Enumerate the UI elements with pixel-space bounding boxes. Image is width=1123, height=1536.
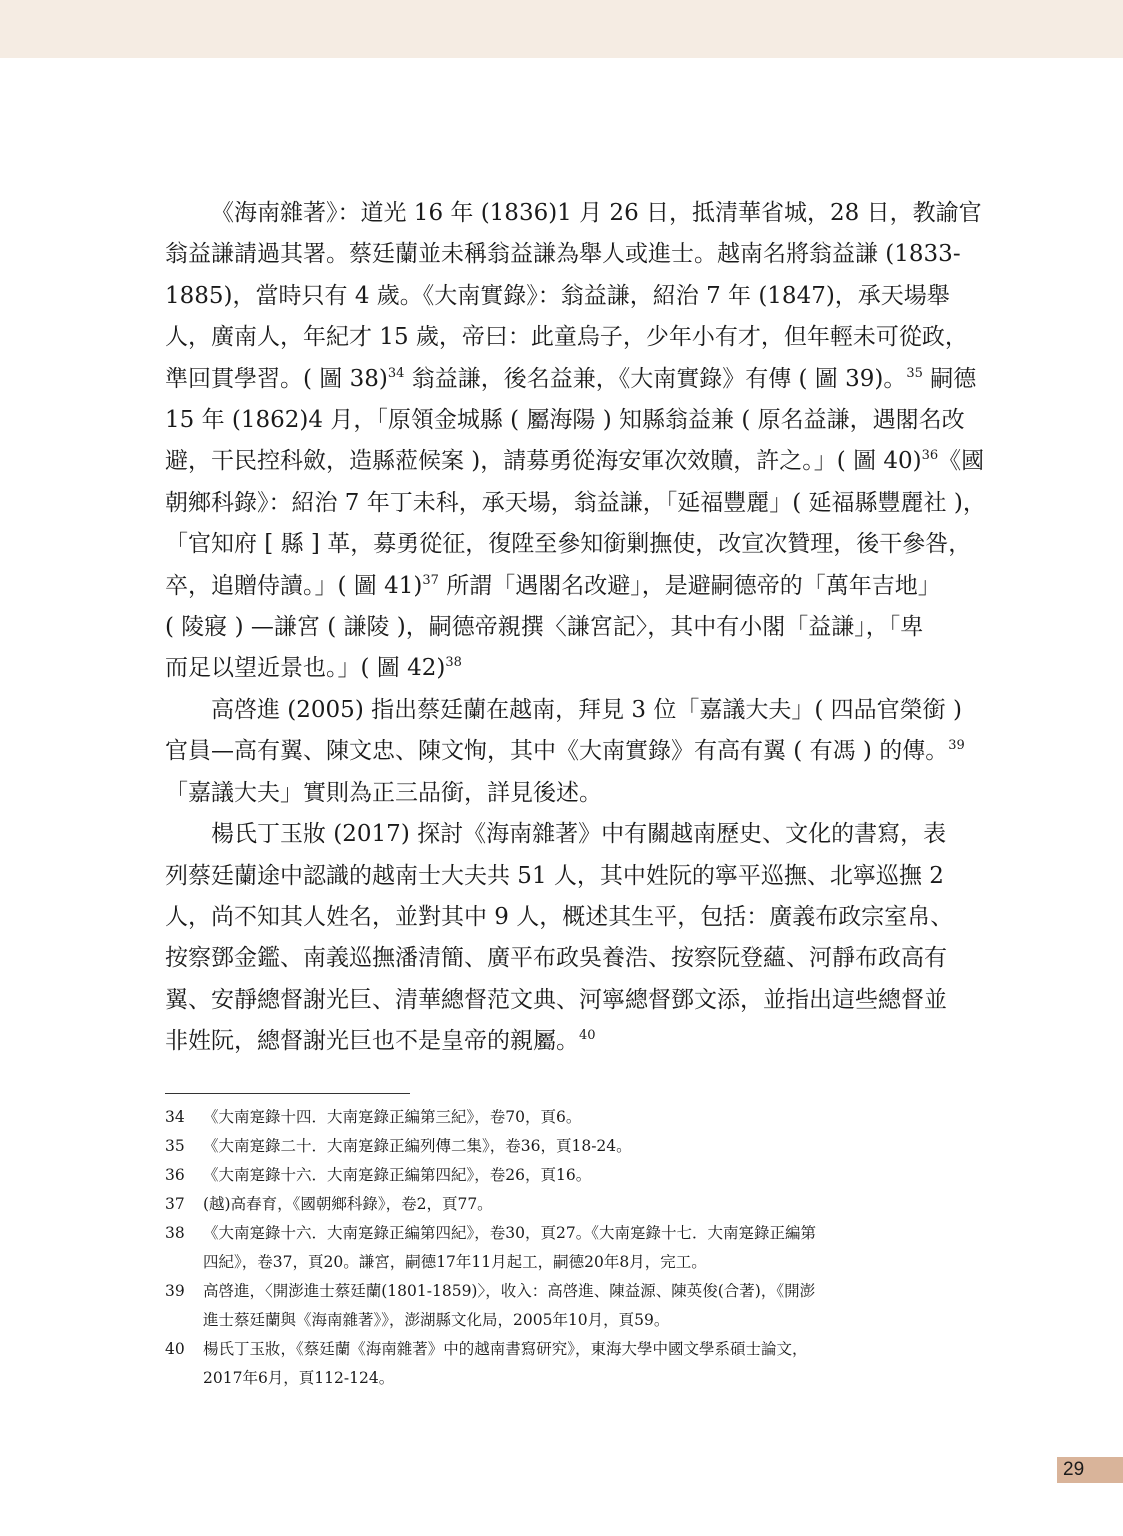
line-text: 而足以望近景也。」( 圖 42) [165, 655, 446, 682]
text-line [165, 566, 960, 607]
text-line [165, 400, 965, 441]
footnote-number: 36 [165, 1166, 185, 1184]
text-line [165, 524, 972, 565]
line-text: 避，干民控科斂，造縣蒞候案 )，請募勇從海安軍次效贖，許之。」( 圖 40) [165, 448, 922, 475]
footnote-number: 34 [165, 1108, 185, 1126]
footnote-ref[interactable]: 36 [921, 448, 939, 464]
line-text: 「嘉議大夫」實則為正三品銜，詳見後述。 [165, 779, 602, 806]
footnote-text: 楊氏丁玉妝，《蔡廷蘭《海南雜著》中的越南書寫研究》，東海大學中國文學系碩士論文， [203, 1340, 808, 1358]
paragraph [165, 814, 960, 1062]
text-line [165, 773, 960, 814]
text-line [165, 731, 965, 772]
footnote-38 [165, 1219, 965, 1277]
footnote-40 [165, 1335, 965, 1393]
line-text: 嗣德 [922, 365, 977, 392]
page-number: 29 [1063, 1459, 1085, 1480]
line-text: 翼、安靜總督謝光巨、清華總督范文典、河寧總督鄧文添，並指出這些總督並 [165, 986, 947, 1013]
text-line [165, 897, 960, 938]
footnote-ref[interactable]: 35 [906, 365, 923, 381]
line-text: 高啓進 (2005) 指出蔡廷蘭在越南，拜見 3 位「嘉議大夫」( 四品官榮銜 ) [211, 696, 962, 723]
footnote-ref[interactable]: 40 [579, 1028, 596, 1044]
footnote-text: 《大南寔錄十六．大南寔錄正編第四紀》，卷26，頁16。 [203, 1166, 592, 1184]
line-text: 朝鄉科錄》：紹治 7 年丁未科，承天場，翁益謙，「延福豐麗」( 延福縣豐麗社 )， [165, 489, 986, 516]
text-line [165, 276, 960, 317]
text-line [165, 648, 960, 689]
footnote-number: 35 [165, 1137, 185, 1155]
line-text: 按察鄧金鑑、南義巡撫潘清簡、廣平布政吳養浩、按察阮登蘊、河靜布政高有 [165, 945, 947, 972]
text-line [165, 234, 960, 275]
text-line [165, 441, 985, 482]
footnote-text: (越)高春育，《國朝鄉科錄》，卷2，頁77。 [203, 1195, 493, 1213]
footnote-ref[interactable]: 39 [948, 738, 965, 754]
line-text: 「官知府 [ 縣 ] 革，募勇從征，復陞至參知銜剿撫使，改宣次贊理，後干參咎， [165, 531, 972, 558]
line-text: 非姓阮，總督謝光巨也不是皇帝的親屬。 [165, 1028, 579, 1055]
footnote-text: 《大南寔錄十六．大南寔錄正編第四紀》，卷30，頁27。《大南寔錄十七．大南寔錄正編第 [203, 1224, 816, 1242]
text-line [165, 856, 960, 897]
footnote-37 [165, 1190, 965, 1219]
line-text: 《海南雜著》：道光 16 年 (1836)1 月 26 日，抵清華省城，28 日，教諭官 [211, 200, 982, 226]
paragraph [165, 690, 965, 814]
footnote-ref[interactable]: 37 [422, 572, 439, 588]
footnote-text: 2017年6月，頁112-124。 [203, 1369, 395, 1387]
footnote-number: 40 [165, 1340, 185, 1358]
line-text: 翁益謙請過其署。蔡廷蘭並未稱翁益謙為舉人或進士。越南名將翁益謙 (1833- [165, 241, 961, 268]
text-line [165, 607, 960, 648]
line-text: 卒，追贈侍讀。」( 圖 41) [165, 572, 423, 599]
line-text: ( 陵寢 ) —謙宮 ( 謙陵 )，嗣德帝親撰〈謙宮記〉，其中有小閣「益謙」，「卑 [165, 614, 924, 641]
footnote-number: 37 [165, 1195, 185, 1213]
footnote-number: 39 [165, 1282, 185, 1300]
paragraph [165, 193, 986, 690]
line-text: 人，尚不知其人姓名，並對其中 9 人，概述其生平，包括：廣義布政宗室帛、 [165, 903, 954, 930]
footnote-34 [165, 1103, 965, 1132]
footnote-text: 進士蔡廷蘭與《海南雜著》》，澎湖縣文化局，2005年10月，頁59。 [203, 1311, 670, 1329]
footnote-39 [165, 1277, 965, 1335]
footnote-ref[interactable]: 34 [387, 365, 405, 381]
footnote-text: 《大南寔錄二十．大南寔錄正編列傳二集》，卷36，頁18-24。 [203, 1137, 632, 1155]
footnote-text: 高啓進，〈開澎進士蔡廷蘭(1801-1859)〉，收入：高啓進、陳益源、陳英俊(合著)，《開澎 [203, 1282, 816, 1300]
footnote-ref[interactable]: 38 [445, 655, 462, 671]
line-text: 《國 [938, 448, 985, 475]
line-text: 所謂「遇閣名改避」，是避嗣德帝的「萬年吉地」 [438, 572, 941, 599]
footnote-36 [165, 1161, 965, 1190]
footnote-separator [165, 1093, 410, 1094]
footnote-text: 《大南寔錄十四．大南寔錄正編第三紀》，卷70，頁6。 [203, 1108, 582, 1126]
text-line [165, 483, 986, 524]
footnote-text: 四紀》，卷37，頁20。謙宮，嗣德17年11月起工，嗣德20年8月，完工。 [203, 1253, 707, 1271]
text-line [165, 1021, 960, 1062]
line-text: 楊氏丁玉妝 (2017) 探討《海南雜著》中有關越南歷史、文化的書寫，表 [211, 821, 947, 848]
top-header-band [0, 0, 1123, 58]
text-line [165, 193, 982, 234]
line-text: 準回貫學習。( 圖 38) [165, 365, 388, 392]
line-text: 官員—高有翼、陳文忠、陳文恂，其中《大南實錄》有高有翼 ( 有馮 ) 的傳。 [165, 738, 949, 765]
line-text: 1885)，當時只有 4 歲。《大南實錄》：翁益謙，紹治 7 年 (1847)，承天場舉 [165, 282, 950, 309]
text-line [165, 317, 968, 358]
footnote-number: 38 [165, 1224, 185, 1242]
text-line [165, 814, 960, 855]
body-text [165, 193, 986, 1063]
line-text: 15 年 (1862)4 月，「原領金城縣 ( 屬海陽 ) 知縣翁益兼 ( 原名益謙，遇閣名改 [165, 407, 965, 434]
footnotes [165, 1103, 965, 1393]
text-line [165, 359, 977, 400]
text-line [165, 690, 960, 731]
text-line [165, 938, 960, 979]
line-text: 翁益謙，後名益兼，《大南實錄》有傳 ( 圖 39)。 [404, 365, 907, 392]
line-text: 列蔡廷蘭途中認識的越南士大夫共 51 人，其中姓阮的寧平巡撫、北寧巡撫 2 [165, 862, 944, 889]
footnote-35 [165, 1132, 965, 1161]
text-line [165, 980, 960, 1021]
line-text: 人，廣南人，年紀才 15 歲，帝曰：此童烏子，少年小有才，但年輕未可從政， [165, 324, 968, 351]
